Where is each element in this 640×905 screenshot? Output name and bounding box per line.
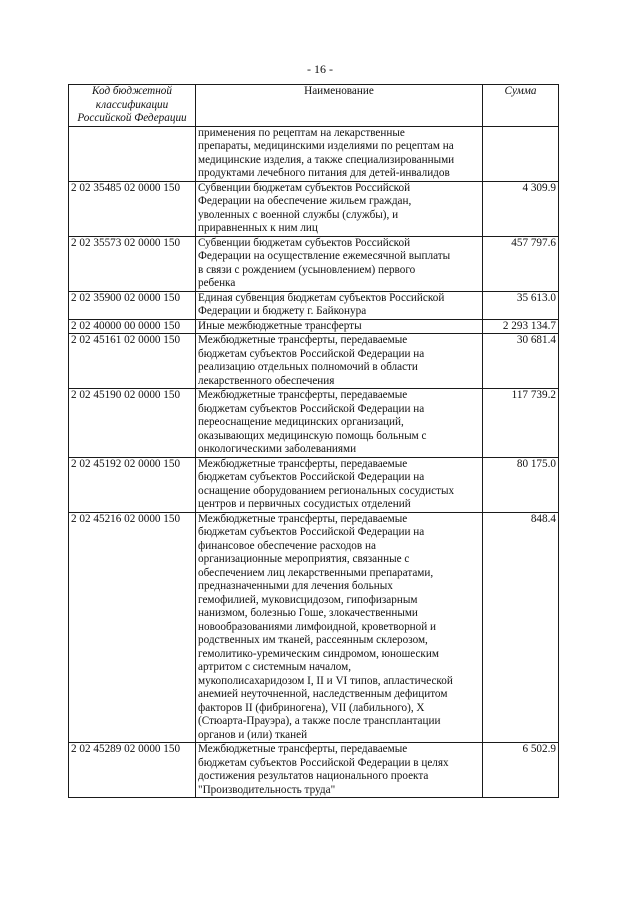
header-sum: Сумма: [483, 85, 559, 127]
row-name-line: Единая субвенция бюджетам субъектов Российской: [198, 291, 445, 304]
row-name-line: Межбюджетные трансферты, передаваемые: [198, 512, 408, 525]
row-code: 2 02 35900 02 0000 150: [69, 291, 196, 319]
row-name-line: ребенка: [198, 277, 236, 289]
row-sum: 80 175.0: [483, 457, 559, 512]
table-row: [69, 512, 559, 743]
row-code: 2 02 35573 02 0000 150: [69, 236, 196, 291]
row-code: 2 02 45289 02 0000 150: [69, 743, 196, 798]
row-name-line: реализацию отдельных полномочий в области: [198, 361, 418, 373]
row-name: [196, 512, 483, 743]
row-code: 2 02 45161 02 0000 150: [69, 334, 196, 389]
row-name-line: гемолитико-уремическим синдромом, юношеским: [198, 647, 439, 660]
row-name-line: переоснащение медицинских организаций,: [198, 416, 404, 428]
row-name: [196, 319, 483, 334]
row-sum: 2 293 134.7: [483, 319, 559, 334]
row-name-line: в связи с рождением (усыновлением) первого: [198, 263, 416, 276]
row-name-line: Федерации и бюджету г. Байконура: [198, 305, 367, 317]
row-name: [196, 389, 483, 458]
row-name-line: онкологическими заболеваниями: [198, 443, 357, 455]
page-number: - 16 -: [307, 62, 333, 76]
row-name-line: Иные межбюджетные трансферты: [198, 319, 362, 332]
row-name-line: финансовое обеспечение расходов на: [198, 539, 376, 552]
row-name-line: бюджетам субъектов Российской Федерации на: [198, 402, 425, 415]
row-name: [196, 457, 483, 512]
row-sum: 30 681.4: [483, 334, 559, 389]
row-name-line: организационные мероприятия, связанные с: [198, 553, 410, 565]
row-name-line: родственных им тканей, рассеянным склерозом,: [198, 634, 428, 646]
row-name-line: препараты, медицинскими изделиями по рецептам на: [198, 140, 454, 152]
header-code: Код бюджетной классификации Российской Федерации: [69, 85, 196, 127]
row-name-line: бюджетам субъектов Российской Федерации в целях: [198, 756, 449, 769]
row-sum: 4 309.9: [483, 181, 559, 236]
row-name-line: приравненных к ним лиц: [198, 222, 318, 234]
row-name-line: Субвенции бюджетам субъектов Российской: [198, 181, 411, 194]
row-name-line: достижения результатов национального проекта: [198, 770, 429, 782]
table-row: [69, 319, 559, 334]
row-name-line: применения по рецептам на лекарственные: [198, 126, 405, 139]
row-name: [196, 291, 483, 319]
row-name-line: предназначенными для лечения больных: [198, 580, 393, 592]
row-code: 2 02 35485 02 0000 150: [69, 181, 196, 236]
row-sum: [483, 126, 559, 181]
table-row: [69, 457, 559, 512]
row-sum: 6 502.9: [483, 743, 559, 798]
row-code: 2 02 45216 02 0000 150: [69, 512, 196, 743]
row-code: 2 02 45192 02 0000 150: [69, 457, 196, 512]
table-row: [69, 743, 559, 798]
row-name-line: артритом с системным началом,: [198, 661, 352, 673]
row-name-line: новообразованиями лимфоидной, кроветворной и: [198, 620, 437, 633]
row-name-line: Межбюджетные трансферты, передаваемые: [198, 389, 408, 401]
row-name-line: Федерации на осуществление ежемесячной выплаты: [198, 250, 451, 262]
row-name-line: Субвенции бюджетам субъектов Российской: [198, 236, 411, 249]
row-sum: 35 613.0: [483, 291, 559, 319]
header-name: Наименование: [196, 85, 483, 127]
row-name-line: Межбюджетные трансферты, передаваемые: [198, 743, 408, 755]
row-name-line: бюджетам субъектов Российской Федерации на: [198, 471, 425, 483]
row-name-line: Федерации на обеспечение жильем граждан,: [198, 195, 412, 207]
table-row: [69, 334, 559, 389]
row-name: [196, 743, 483, 798]
row-name-line: Межбюджетные трансферты, передаваемые: [198, 457, 408, 470]
row-name-line: уволенных с военной службы (службы), и: [198, 208, 399, 221]
row-name-line: факторов II (фибриногена), VII (лабильного), X: [198, 701, 425, 714]
row-code: 2 02 40000 00 0000 150: [69, 319, 196, 334]
row-sum: 457 797.6: [483, 236, 559, 291]
row-name-line: центров и первичных сосудистых отделений: [198, 498, 411, 510]
table-row: [69, 291, 559, 319]
table-row: [69, 389, 559, 458]
row-name-line: органов и (или) тканей: [198, 728, 308, 741]
table-header-row: [69, 85, 559, 127]
row-name-line: оказывающих медицинскую помощь больным с: [198, 429, 427, 442]
row-name: [196, 334, 483, 389]
table-row: [69, 126, 559, 181]
row-code: 2 02 45190 02 0000 150: [69, 389, 196, 458]
row-name-line: нанизмом, болезнью Гоше, злокачественными: [198, 607, 418, 619]
row-name-line: Межбюджетные трансферты, передаваемые: [198, 334, 408, 346]
row-name-line: обеспечением лиц лекарственными препаратами,: [198, 566, 434, 579]
row-name-line: (Стюарта-Прауэра), а также после трансплантации: [198, 715, 441, 727]
row-name-line: оснащение оборудованием региональных сосудистых: [198, 484, 455, 497]
row-name: [196, 126, 483, 181]
table-row: [69, 181, 559, 236]
table-row: [69, 236, 559, 291]
row-name-line: мукополисахаридозом I, II и VI типов, апластической: [198, 674, 453, 687]
table-body: [69, 126, 559, 798]
row-name-line: медицинские изделия, а также специализированными: [198, 153, 455, 166]
row-name-line: бюджетам субъектов Российской Федерации на: [198, 526, 425, 538]
row-sum: 848.4: [483, 512, 559, 743]
row-name-line: лекарственного обеспечения: [198, 374, 335, 387]
row-name-line: анемией неуточненной, наследственным дефицитом: [198, 688, 448, 700]
row-name: [196, 181, 483, 236]
budget-table: [68, 84, 559, 798]
row-code: [69, 126, 196, 181]
row-name-line: бюджетам субъектов Российской Федерации на: [198, 347, 425, 360]
row-sum: 117 739.2: [483, 389, 559, 458]
row-name: [196, 236, 483, 291]
row-name-line: продуктами лечебного питания для детей-инвалидов: [198, 167, 450, 179]
row-name-line: "Производительность труда": [198, 783, 336, 796]
row-name-line: гемофилией, муковисцидозом, гипофизарным: [198, 593, 418, 606]
